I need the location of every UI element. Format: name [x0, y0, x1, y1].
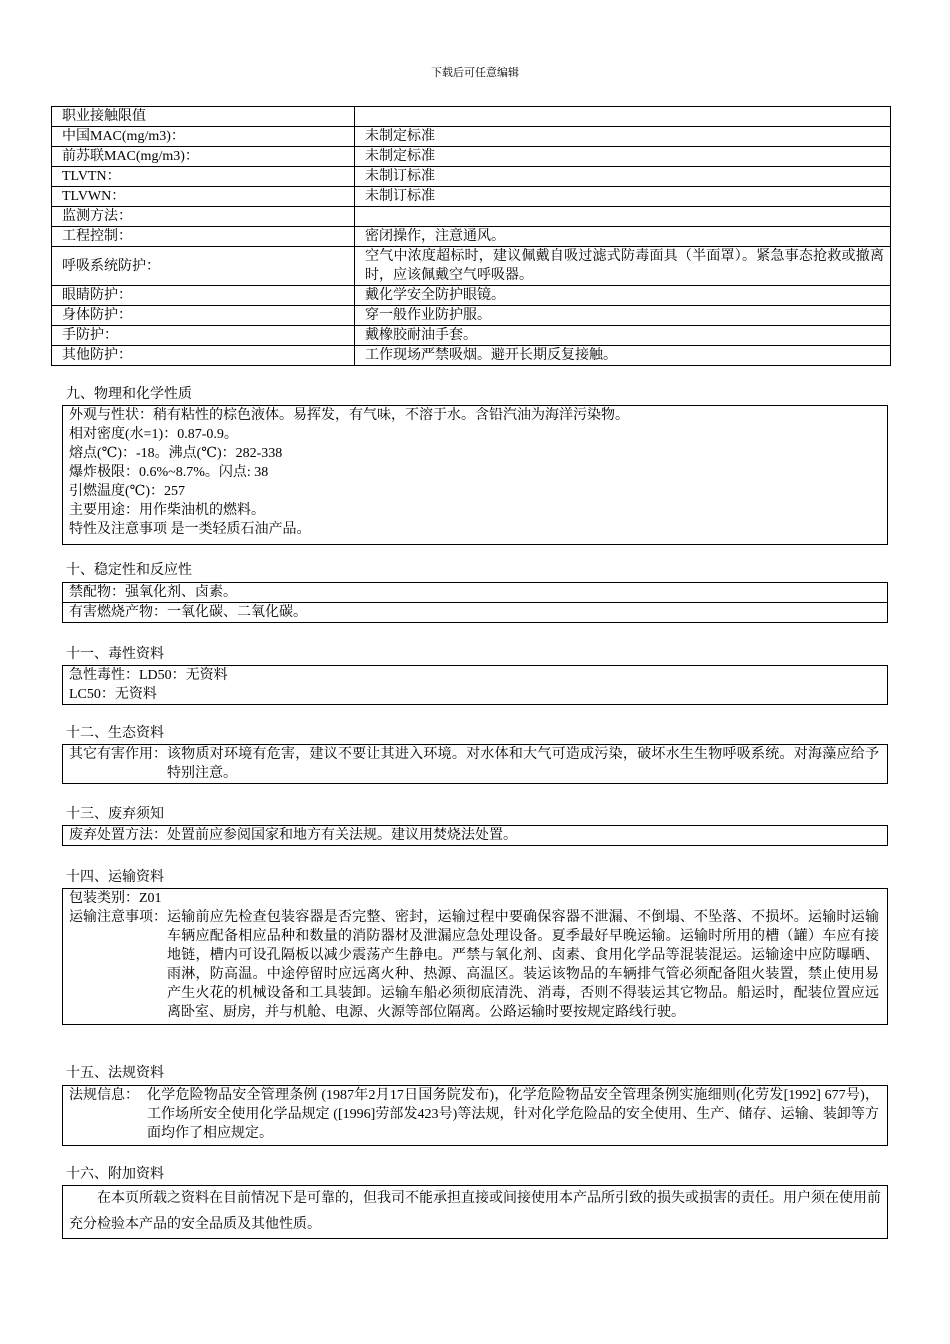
table-row	[52, 207, 891, 227]
packaging-line: 包装类别：Z01	[69, 891, 162, 906]
row-value: 戴橡胶耐油手套。	[355, 326, 891, 346]
row-value: 空气中浓度超标时，建议佩戴自吸过滤式防毒面具（半面罩）。紧急事态抢救或撤离时，应该佩戴空气呼吸器。	[355, 247, 891, 286]
table-row	[52, 346, 891, 366]
table-row	[52, 167, 891, 187]
row-value: 未制定标准	[355, 127, 891, 147]
section-10-box	[62, 582, 888, 623]
section-9-title: 九、物理和化学性质	[66, 387, 192, 402]
section-15-title: 十五、法规资料	[66, 1066, 164, 1081]
row-value: 密闭操作，注意通风。	[355, 227, 891, 247]
incompatible-row: 禁配物：强氧化剂、卤素。	[69, 585, 237, 600]
section-13-box	[62, 825, 888, 846]
table-row	[52, 127, 891, 147]
field-label: 其它有害作用：	[69, 747, 167, 762]
row-label: 监测方法：	[52, 207, 355, 227]
property-line: 爆炸极限：0.6%~8.7%。闪点: 38	[69, 465, 269, 480]
field-label: 法规信息：	[69, 1088, 139, 1103]
row-label: 工程控制：	[52, 227, 355, 247]
disclaimer-text: 在本页所载之资料在目前情况下是可靠的，但我司不能承担直接或间接使用本产品所引致的损失或损害的责任。用户须在使用前充分检验本产品的安全品质及其他性质。	[69, 1191, 881, 1232]
property-line: 外观与性状：稍有粘性的棕色液体。易挥发，有气味，不溶于水。含铅汽油为海洋污染物。	[69, 408, 629, 423]
section-9-box	[62, 405, 888, 545]
lc50-line: LC50：无资料	[69, 687, 157, 702]
property-line: 相对密度(水=1)：0.87-0.9。	[69, 427, 238, 442]
row-value: 工作现场严禁吸烟。避开长期反复接触。	[355, 346, 891, 366]
field-label: 运输注意事项：	[69, 910, 167, 925]
field-text: 该物质对环境有危害，建议不要让其进入环境。对水体和大气可造成污染，破坏水生生物呼吸系统。对海藻应给予特别注意。	[167, 747, 879, 781]
section-16-title: 十六、附加资料	[66, 1167, 164, 1182]
field-text: 运输前应先检查包装容器是否完整、密封，运输过程中要确保容器不泄漏、不倒塌、不坠落、不损坏。运输时运输车辆应配备相应品种和数量的消防器材及泄漏应急处理设备。夏季最好早晚运输。运输时所用的槽（罐）车应有接地链，槽内可设孔隔板以减少震荡产生静电。严禁与氧化剂、卤素、食用化学品等混装混运。运输途中应防曝晒、雨淋，防高温。中途停留时应远离火种、热源、高温区。装运该物品的车辆排气管必须配备阻火装置，禁止使用易产生火花的机械设备和工具装卸。运输车船必须彻底清洗、消毒，否则不得装运其它物品。船运时，配装位置应远离卧室、厨房，并与机舱、电源、火源等部位隔离。公路运输时要按规定路线行驶。	[167, 910, 879, 1020]
section-12-title: 十二、生态资料	[66, 726, 164, 741]
section-11-box	[62, 665, 888, 705]
row-label: 眼睛防护：	[52, 286, 355, 306]
row-label: 呼吸系统防护：	[52, 247, 355, 286]
section-16-box	[62, 1185, 888, 1239]
table-cell	[355, 107, 891, 127]
table-row	[52, 187, 891, 207]
row-label: TLVWN：	[52, 187, 355, 207]
row-label: 前苏联MAC(mg/m3)：	[52, 147, 355, 167]
table-row	[52, 227, 891, 247]
section-11-title: 十一、毒性资料	[66, 647, 164, 662]
row-label: 其他防护：	[52, 346, 355, 366]
section-14-box	[62, 888, 888, 1025]
ld50-line: 急性毒性：LD50：无资料	[69, 668, 228, 683]
field-text: 化学危险物品安全管理条例 (1987年2月17日国务院发布)，化学危险物品安全管理条例实施细则(化劳发[1992] 677号)，工作场所安全使用化学品规定 ([1996]劳部发423号)等法规，针对化学危险品的安全使用、生产、储存、运输、装卸等方面均作了相应规定。	[147, 1088, 879, 1141]
property-line: 主要用途：用作柴油机的燃料。	[69, 503, 265, 518]
row-value: 戴化学安全防护眼镜。	[355, 286, 891, 306]
section-14-title: 十四、运输资料	[66, 870, 164, 885]
row-label: 手防护：	[52, 326, 355, 346]
table-row	[52, 326, 891, 346]
row-value	[355, 207, 891, 227]
table-row	[52, 306, 891, 326]
row-label: 身体防护：	[52, 306, 355, 326]
property-line: 引燃温度(℃)：257	[69, 484, 185, 499]
row-label: 中国MAC(mg/m3)：	[52, 127, 355, 147]
row-value: 未制订标准	[355, 167, 891, 187]
section-13-title: 十三、废弃须知	[66, 807, 164, 822]
disposal-text: 废弃处置方法：处置前应参阅国家和地方有关法规。建议用焚烧法处置。	[69, 828, 517, 843]
exposure-limits-table	[51, 106, 891, 366]
table-row	[52, 147, 891, 167]
row-value: 未制订标准	[355, 187, 891, 207]
section-12-box	[62, 744, 888, 784]
property-line: 特性及注意事项 是一类轻质石油产品。	[69, 522, 311, 537]
property-line: 熔点(℃)：-18。沸点(℃)：282-338	[69, 446, 283, 461]
row-label: TLVTN：	[52, 167, 355, 187]
table-row	[52, 247, 891, 286]
page-header: 下载后可任意编辑	[431, 67, 519, 79]
table-header-cell: 职业接触限值	[52, 107, 355, 127]
row-value: 未制定标准	[355, 147, 891, 167]
combustion-products-row: 有害燃烧产物：一氧化碳、二氧化碳。	[63, 602, 887, 622]
row-value: 穿一般作业防护服。	[355, 306, 891, 326]
table-row	[52, 286, 891, 306]
section-15-box	[62, 1085, 888, 1146]
section-10-title: 十、稳定性和反应性	[66, 563, 192, 578]
table-row	[52, 107, 891, 127]
